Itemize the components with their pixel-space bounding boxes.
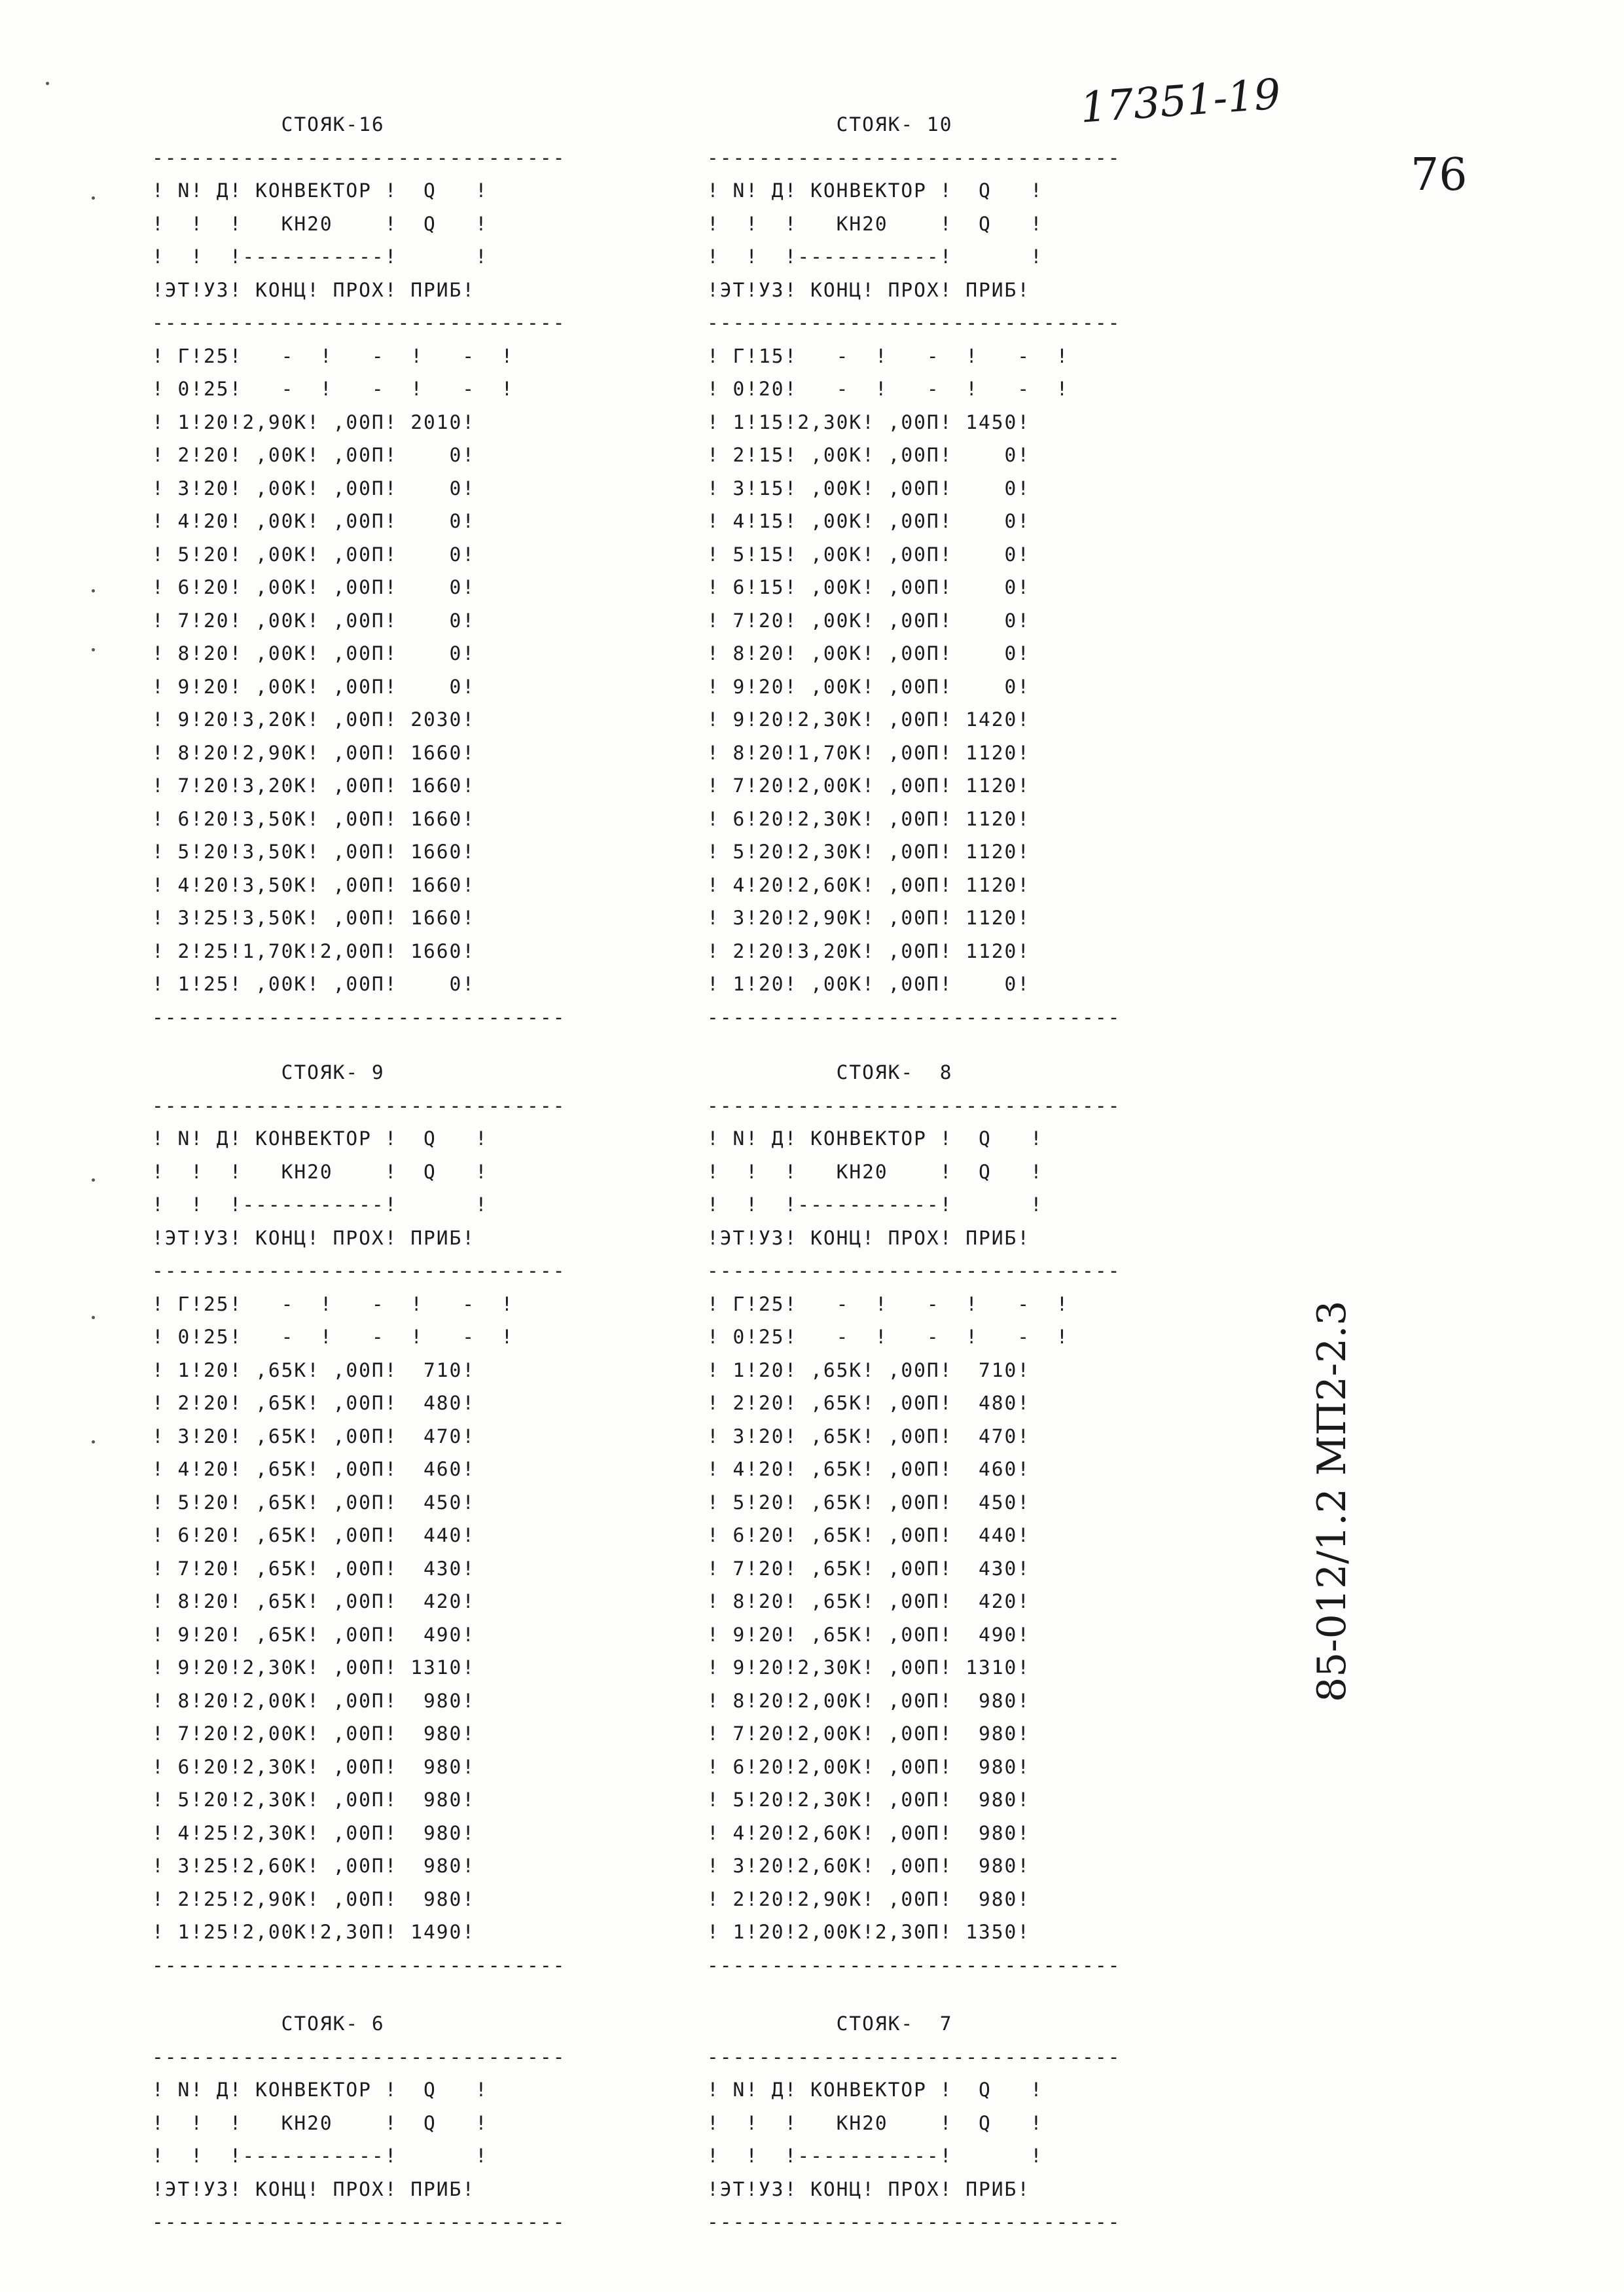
riser-table-16: СТОЯК-16 -------------------------------- ! N! Д! КОНВЕКТОР ! Q ! ! ! ! КН20 ! Q ! ! ! !-----------! ! !ЭТ!УЗ! КОНЦ! ПРОХ! ПРИБ! -------------------------------- ! Г!25! - ! - ! - ! ! 0!25! - ! - ! - ! ! 1!20!2,90К! ,00П! 2010! ! 2!20! ,00К! ,00П! 0! ! 3!20! ,00К! ,00П! 0! ! 4!20! ,00К! ,00П! 0! ! 5!20! ,00К! ,00П! 0! ! 6!20! ,00К! ,00П! 0! ! 7!20! ,00К! ,00П! 0! ! 8!20! ,00К! ,00П! 0! ! 9!20! ,00К! ,00П! 0! ! 9!20!3,20К! ,00П! 2030! ! 8!20!2,90К! ,00П! 1660! ! 7!20!3,20К! ,00П! 1660! ! 6!20!3,50К! ,00П! 1660! ! 5!20!3,50К! ,00П! 1660! ! 4!20!3,50К! ,00П! 1660! ! 3!25!3,50К! ,00П! 1660! ! 2!25!1,70К!2,00П! 1660! ! 1!25! ,00К! ,00П! 0! -------------------------------- <box>152 113 566 1028</box>
document-code-handwritten: 85-012/1.2 МП2-2.3 <box>1309 1300 1355 1702</box>
riser-table-10: СТОЯК- 10 -------------------------------- ! N! Д! КОНВЕКТОР ! Q ! ! ! ! КН20 ! Q ! ! ! !-----------! ! !ЭТ!УЗ! КОНЦ! ПРОХ! ПРИБ! -------------------------------- ! Г!15! - ! - ! - ! ! 0!20! - ! - ! - ! ! 1!15!2,30К! ,00П! 1450! ! 2!15! ,00К! ,00П! 0! ! 3!15! ,00К! ,00П! 0! ! 4!15! ,00К! ,00П! 0! ! 5!15! ,00К! ,00П! 0! ! 6!15! ,00К! ,00П! 0! ! 7!20! ,00К! ,00П! 0! ! 8!20! ,00К! ,00П! 0! ! 9!20! ,00К! ,00П! 0! ! 9!20!2,30К! ,00П! 1420! ! 8!20!1,70К! ,00П! 1120! ! 7!20!2,00К! ,00П! 1120! ! 6!20!2,30К! ,00П! 1120! ! 5!20!2,30К! ,00П! 1120! ! 4!20!2,60К! ,00П! 1120! ! 3!20!2,90К! ,00П! 1120! ! 2!20!3,20К! ,00П! 1120! ! 1!20! ,00К! ,00П! 0! -------------------------------- <box>707 113 1121 1028</box>
page-number-handwritten: 76 <box>1411 149 1468 201</box>
riser-table-7: СТОЯК- 7 -------------------------------- ! N! Д! КОНВЕКТОР ! Q ! ! ! ! КН20 ! Q ! ! ! !-----------! ! !ЭТ!УЗ! КОНЦ! ПРОХ! ПРИБ! -------------------------------- <box>707 2012 1121 2233</box>
scan-speck <box>92 648 95 651</box>
scan-speck <box>46 82 49 85</box>
scan-speck <box>92 1178 95 1182</box>
riser-table-8: СТОЯК- 8 -------------------------------- ! N! Д! КОНВЕКТОР ! Q ! ! ! ! КН20 ! Q ! ! ! !-----------! ! !ЭТ!УЗ! КОНЦ! ПРОХ! ПРИБ! -------------------------------- ! Г!25! - ! - ! - ! ! 0!25! - ! - ! - ! ! 1!20! ,65К! ,00П! 710! ! 2!20! ,65К! ,00П! 480! ! 3!20! ,65К! ,00П! 470! ! 4!20! ,65К! ,00П! 460! ! 5!20! ,65К! ,00П! 450! ! 6!20! ,65К! ,00П! 440! ! 7!20! ,65К! ,00П! 430! ! 8!20! ,65К! ,00П! 420! ! 9!20! ,65К! ,00П! 490! ! 9!20!2,30К! ,00П! 1310! ! 8!20!2,00К! ,00П! 980! ! 7!20!2,00К! ,00П! 980! ! 6!20!2,00К! ,00П! 980! ! 5!20!2,30К! ,00П! 980! ! 4!20!2,60К! ,00П! 980! ! 3!20!2,60К! ,00П! 980! ! 2!20!2,90К! ,00П! 980! ! 1!20!2,00К!2,30П! 1350! -------------------------------- <box>707 1061 1121 1976</box>
scan-speck <box>92 1440 95 1444</box>
scan-speck <box>92 196 95 200</box>
riser-table-6: СТОЯК- 6 -------------------------------- ! N! Д! КОНВЕКТОР ! Q ! ! ! ! КН20 ! Q ! ! ! !-----------! ! !ЭТ!УЗ! КОНЦ! ПРОХ! ПРИБ! -------------------------------- <box>152 2012 566 2233</box>
document-number-handwritten: 17351-19 <box>1078 70 1282 133</box>
scan-speck <box>92 589 95 592</box>
riser-table-9: СТОЯК- 9 -------------------------------- ! N! Д! КОНВЕКТОР ! Q ! ! ! ! КН20 ! Q ! ! ! !-----------! ! !ЭТ!УЗ! КОНЦ! ПРОХ! ПРИБ! -------------------------------- ! Г!25! - ! - ! - ! ! 0!25! - ! - ! - ! ! 1!20! ,65К! ,00П! 710! ! 2!20! ,65К! ,00П! 480! ! 3!20! ,65К! ,00П! 470! ! 4!20! ,65К! ,00П! 460! ! 5!20! ,65К! ,00П! 450! ! 6!20! ,65К! ,00П! 440! ! 7!20! ,65К! ,00П! 430! ! 8!20! ,65К! ,00П! 420! ! 9!20! ,65К! ,00П! 490! ! 9!20!2,30К! ,00П! 1310! ! 8!20!2,00К! ,00П! 980! ! 7!20!2,00К! ,00П! 980! ! 6!20!2,30К! ,00П! 980! ! 5!20!2,30К! ,00П! 980! ! 4!25!2,30К! ,00П! 980! ! 3!25!2,60К! ,00П! 980! ! 2!25!2,90К! ,00П! 980! ! 1!25!2,00К!2,30П! 1490! -------------------------------- <box>152 1061 566 1976</box>
scan-speck <box>92 1316 95 1319</box>
